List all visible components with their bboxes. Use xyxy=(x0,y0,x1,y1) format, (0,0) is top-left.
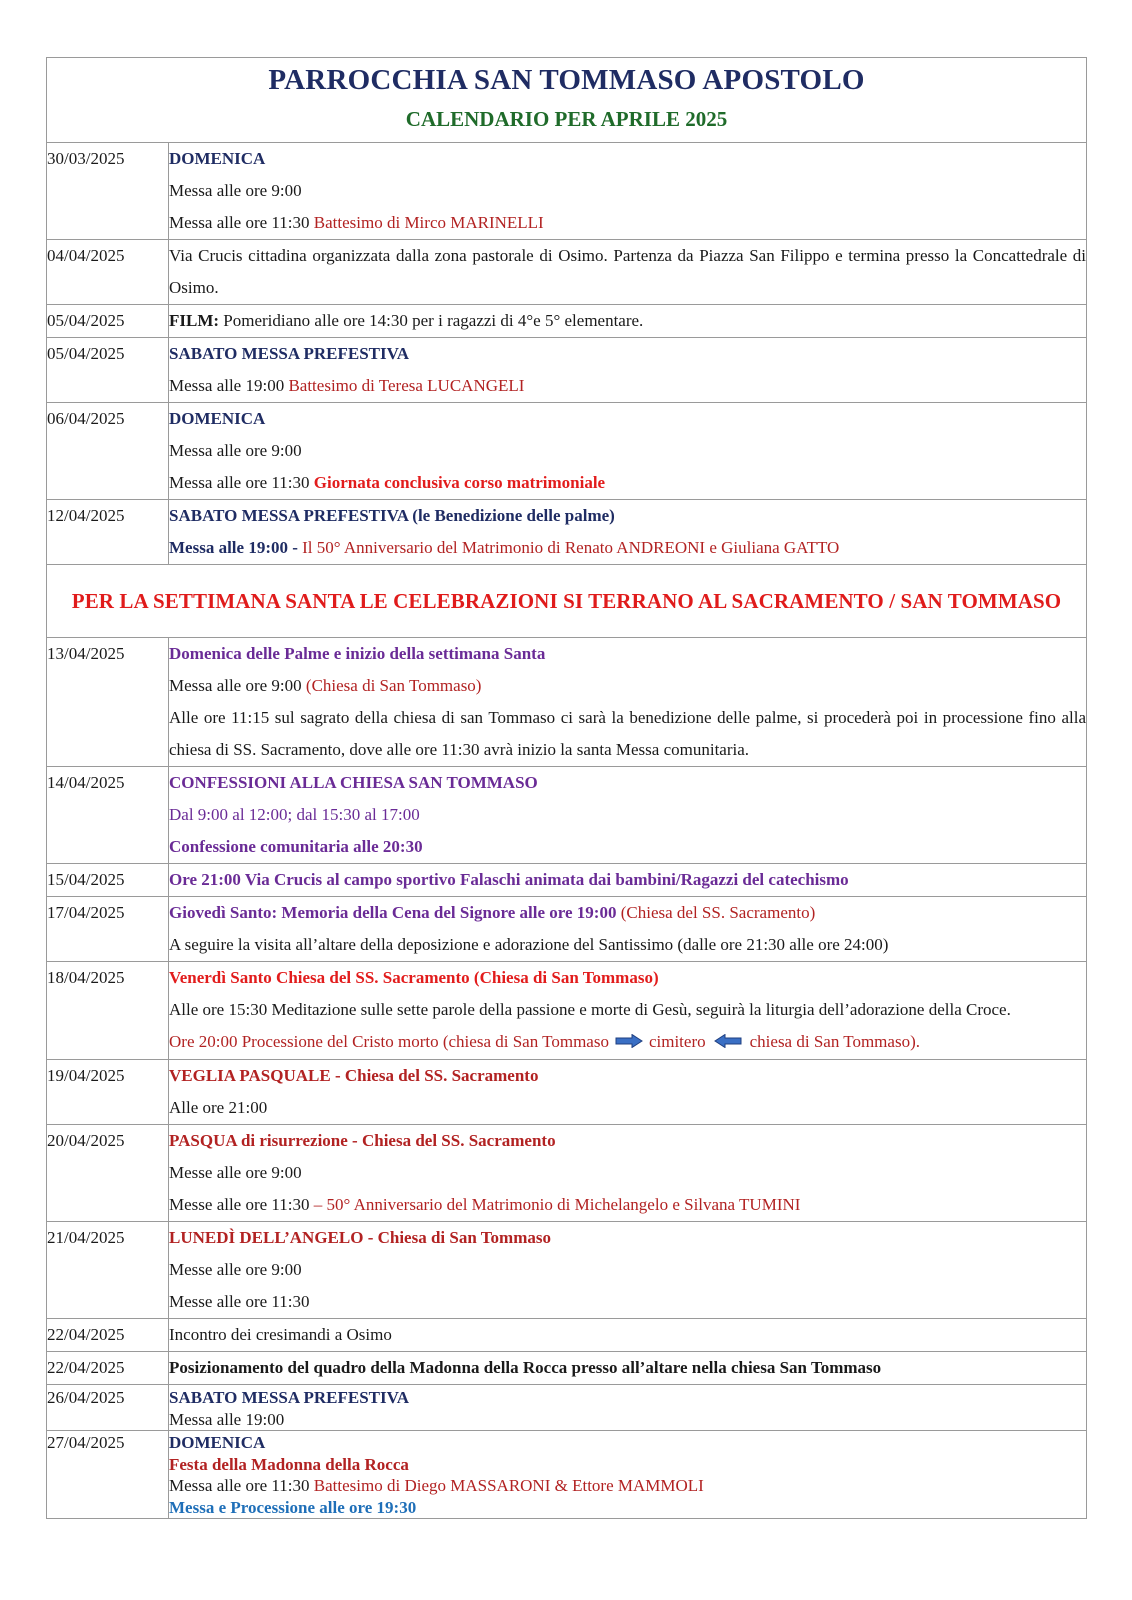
row-line: Messa alle ore 9:00 xyxy=(169,181,302,200)
row-text: Battesimo di Teresa LUCANGELI xyxy=(288,376,525,395)
row-line: LUNEDÌ DELL’ANGELO - Chiesa di San Tommaso xyxy=(169,1228,551,1248)
table-row xyxy=(47,403,1087,500)
row-text: Battesimo di Mirco MARINELLI xyxy=(313,213,544,232)
row-body xyxy=(169,638,1087,767)
row-line: Venerdì Santo Chiesa del SS. Sacramento (Chiesa di San Tommaso) xyxy=(169,968,659,987)
row-date: 18/04/2025 xyxy=(47,962,169,1060)
table-row xyxy=(47,1125,1087,1222)
row-text: Messa alle ore 11:30 xyxy=(169,213,314,232)
row-line: Ore 21:00 Via Crucis al campo sportivo Falaschi animata dai bambini/Ragazzi del catechismo xyxy=(169,870,849,889)
row-body xyxy=(169,338,1087,403)
row-text: Messa alle 19:00 - xyxy=(169,538,303,557)
row-text: cimitero xyxy=(648,1032,706,1051)
row-line: SABATO MESSA PREFESTIVA xyxy=(169,344,409,363)
calendar-table xyxy=(46,57,1087,1519)
arrow-right-icon xyxy=(615,1027,643,1059)
row-line: Via Crucis cittadina organizzata dalla zona pastorale di Osimo. Partenza da Piazza San Filippo e termina presso la Concattedrale di Osimo. xyxy=(169,246,1087,297)
row-line xyxy=(169,305,1086,337)
row-line xyxy=(169,1026,1086,1059)
table-row xyxy=(47,1431,1087,1519)
row-date: 30/03/2025 xyxy=(47,143,169,240)
row-body xyxy=(169,1222,1087,1319)
row-date: 13/04/2025 xyxy=(47,638,169,767)
row-text: Il 50° Anniversario del Matrimonio di Renato ANDREONI e Giuliana GATTO xyxy=(302,538,840,557)
row-text: Giornata conclusiva corso matrimoniale xyxy=(313,473,606,492)
row-line xyxy=(169,897,1086,929)
row-line xyxy=(169,207,1086,239)
row-body xyxy=(169,240,1087,305)
row-line: Festa della Madonna della Rocca xyxy=(169,1454,409,1474)
table-row xyxy=(47,1319,1087,1352)
row-body xyxy=(169,1385,1087,1431)
row-body xyxy=(169,500,1087,565)
table-row xyxy=(47,1352,1087,1385)
row-body xyxy=(169,143,1087,240)
row-text: Ore 20:00 Processione del Cristo morto (chiesa di San Tommaso xyxy=(169,1032,609,1051)
row-line: PASQUA di risurrezione - Chiesa del SS. Sacramento xyxy=(169,1131,556,1151)
row-text: Messa alle ore 9:00 xyxy=(169,676,306,695)
row-line: Incontro dei cresimandi a Osimo xyxy=(169,1325,392,1345)
row-line: Alle ore 21:00 xyxy=(169,1098,268,1118)
table-row xyxy=(47,1222,1087,1319)
header-row xyxy=(47,58,1087,143)
row-text: chiesa di San Tommaso). xyxy=(749,1032,920,1051)
row-line: Messe alle ore 9:00 xyxy=(169,1163,302,1183)
row-line: SABATO MESSA PREFESTIVA xyxy=(169,1388,409,1408)
row-text: – 50° Anniversario del Matrimonio di Michelangelo e Silvana TUMINI xyxy=(313,1195,801,1215)
row-line: DOMENICA xyxy=(169,1433,266,1453)
row-body xyxy=(169,305,1087,338)
row-date: 26/04/2025 xyxy=(47,1385,169,1431)
notice-row xyxy=(47,565,1087,638)
row-line: DOMENICA xyxy=(169,149,266,168)
row-line: SABATO MESSA PREFESTIVA (le Benedizione delle palme) xyxy=(169,506,615,525)
row-body xyxy=(169,767,1087,864)
calendar-sheet xyxy=(46,57,1086,1519)
row-body xyxy=(169,1319,1087,1352)
row-line: Alle ore 11:15 sul sagrato della chiesa di san Tommaso ci sarà la benedizione delle palme, si procederà poi in processione fino alla chiesa di SS. Sacramento, dove alle ore 11:30 avrà inizio la santa Messa comunitaria. xyxy=(169,708,1087,759)
row-line xyxy=(169,1189,1086,1221)
header-cell xyxy=(47,58,1087,143)
row-date: 21/04/2025 xyxy=(47,1222,169,1319)
row-date: 14/04/2025 xyxy=(47,767,169,864)
row-line: VEGLIA PASQUALE - Chiesa del SS. Sacramento xyxy=(169,1066,539,1086)
row-date: 12/04/2025 xyxy=(47,500,169,565)
row-line: Posizionamento del quadro della Madonna della Rocca presso all’altare nella chiesa San Tommaso xyxy=(169,1358,882,1378)
row-date: 22/04/2025 xyxy=(47,1352,169,1385)
row-line: Confessione comunitaria alle 20:30 xyxy=(169,837,423,856)
table-row xyxy=(47,962,1087,1060)
row-line xyxy=(169,370,1086,402)
row-text: (Chiesa di San Tommaso) xyxy=(305,676,482,695)
row-text: Messa alle ore 11:30 xyxy=(169,473,314,492)
row-date: 20/04/2025 xyxy=(47,1125,169,1222)
row-body xyxy=(169,403,1087,500)
row-body xyxy=(169,962,1087,1060)
holy-week-notice: PER LA SETTIMANA SANTA LE CELEBRAZIONI SI TERRANO AL SACRAMENTO / SAN TOMMASO xyxy=(47,565,1087,638)
row-text: Messa alle ore 11:30 xyxy=(169,1476,314,1496)
row-body xyxy=(169,897,1087,962)
row-line: Messe alle ore 9:00 xyxy=(169,1260,302,1280)
row-line: Messa e Processione alle ore 19:30 xyxy=(169,1497,417,1517)
row-line: A seguire la visita all’altare della deposizione e adorazione del Santissimo (dalle ore 21:30 alle ore 24:00) xyxy=(169,935,889,954)
row-text: Battesimo di Diego MASSARONI & Ettore MAMMOLI xyxy=(313,1476,704,1496)
row-date: 17/04/2025 xyxy=(47,897,169,962)
row-text: (Chiesa del SS. Sacramento) xyxy=(620,903,816,922)
table-row xyxy=(47,338,1087,403)
row-body xyxy=(169,864,1087,897)
row-line: Dal 9:00 al 12:00; dal 15:30 al 17:00 xyxy=(169,805,420,824)
table-row xyxy=(47,305,1087,338)
row-text: Pomeridiano alle ore 14:30 per i ragazzi di 4°e 5° elementare. xyxy=(219,311,644,330)
row-text: Messa alle 19:00 xyxy=(169,376,289,395)
row-body xyxy=(169,1431,1087,1519)
row-date: 19/04/2025 xyxy=(47,1060,169,1125)
row-body xyxy=(169,1125,1087,1222)
row-text: FILM: xyxy=(169,311,220,330)
row-line xyxy=(169,532,1086,564)
table-row xyxy=(47,143,1087,240)
row-line: Messe alle ore 11:30 xyxy=(169,1292,310,1312)
table-row xyxy=(47,638,1087,767)
row-body xyxy=(169,1060,1087,1125)
table-row xyxy=(47,500,1087,565)
row-line: Messa alle ore 9:00 xyxy=(169,441,302,460)
row-body xyxy=(169,1352,1087,1385)
page-subtitle: CALENDARIO PER APRILE 2025 xyxy=(405,107,728,131)
table-row xyxy=(47,767,1087,864)
row-date: 04/04/2025 xyxy=(47,240,169,305)
row-line xyxy=(169,1475,1086,1497)
row-line xyxy=(169,467,1086,499)
row-text: Giovedì Santo: Memoria della Cena del Signore alle ore 19:00 xyxy=(169,903,621,922)
row-text: Messe alle ore 11:30 xyxy=(169,1195,314,1215)
row-line: Messa alle 19:00 xyxy=(169,1409,285,1429)
arrow-left-icon xyxy=(714,1027,742,1059)
row-line: Domenica delle Palme e inizio della settimana Santa xyxy=(169,644,546,663)
row-line: CONFESSIONI ALLA CHIESA SAN TOMMASO xyxy=(169,773,538,792)
table-row xyxy=(47,1060,1087,1125)
row-date: 06/04/2025 xyxy=(47,403,169,500)
row-date: 05/04/2025 xyxy=(47,338,169,403)
table-row xyxy=(47,864,1087,897)
page-title: PARROCCHIA SAN TOMMASO APOSTOLO xyxy=(268,64,865,96)
row-line: Alle ore 15:30 Meditazione sulle sette parole della passione e morte di Gesù, seguirà la liturgia dell’adorazione della Croce. xyxy=(169,1000,1011,1019)
table-row xyxy=(47,897,1087,962)
row-date: 22/04/2025 xyxy=(47,1319,169,1352)
row-date: 27/04/2025 xyxy=(47,1431,169,1519)
table-row xyxy=(47,240,1087,305)
row-line xyxy=(169,670,1086,702)
table-row xyxy=(47,1385,1087,1431)
row-date: 05/04/2025 xyxy=(47,305,169,338)
row-date: 15/04/2025 xyxy=(47,864,169,897)
row-line: DOMENICA xyxy=(169,409,266,428)
